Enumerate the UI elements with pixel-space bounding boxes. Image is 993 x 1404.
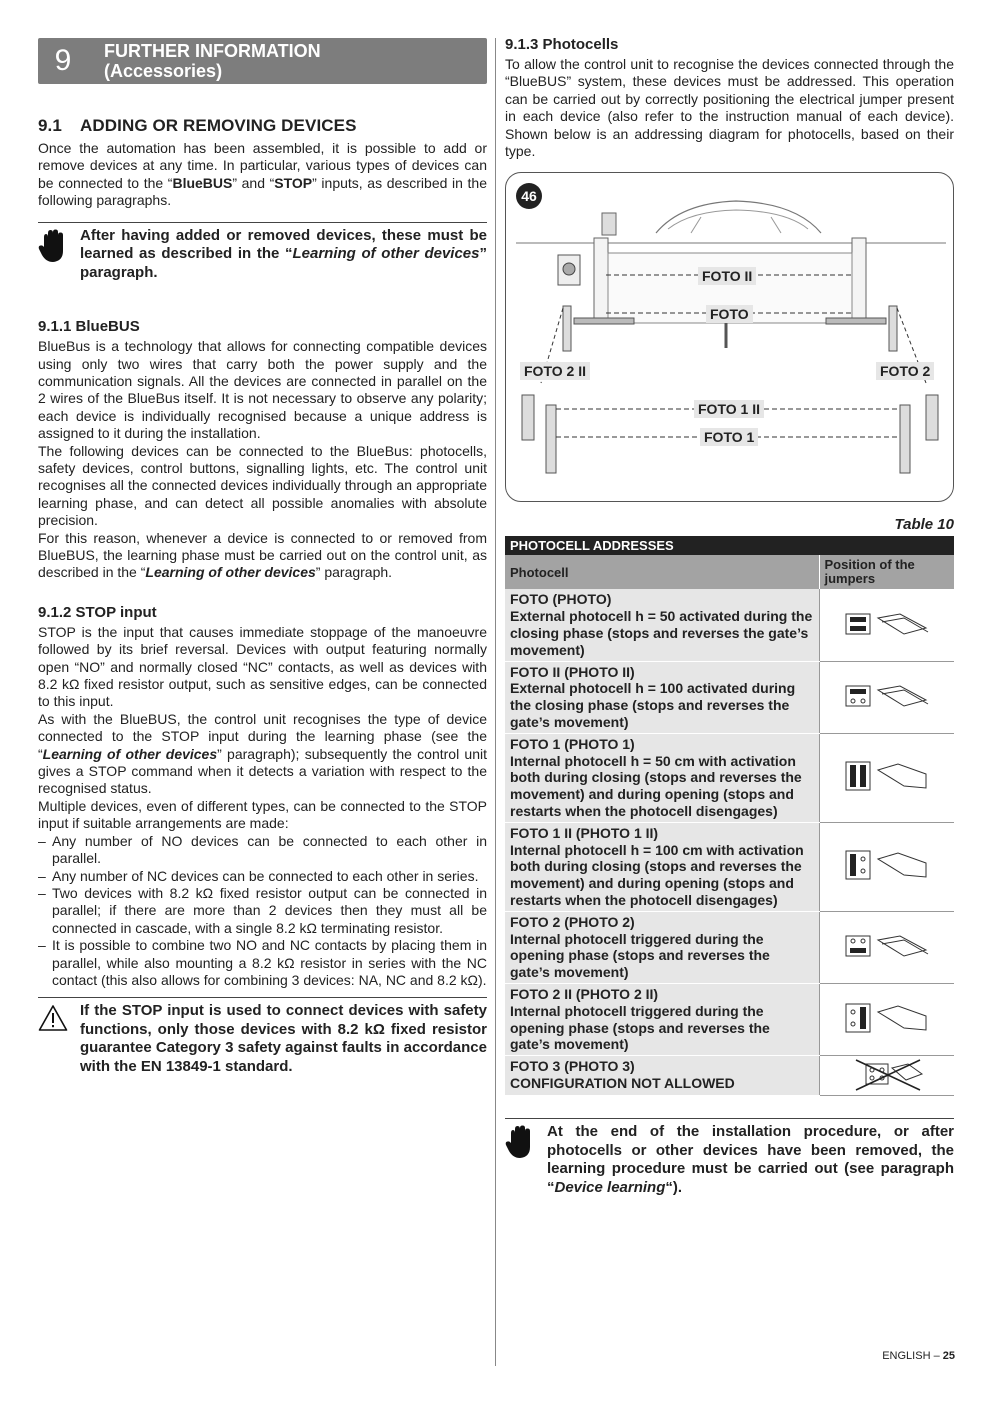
row-text: FOTO 2 (PHOTO 2) Internal photocell triggered during the opening phase (stops and reverses the gate’s movement) xyxy=(505,911,819,983)
label-foto-2: FOTO 2 xyxy=(876,362,934,380)
row-text: FOTO 2 II (PHOTO 2 II) Internal photocell triggered during the opening phase (stops and reverses the gate’s movement) xyxy=(505,983,819,1055)
label-foto-ii: FOTO II xyxy=(698,267,756,285)
paragraph-bluebus-2: The following devices can be connected to the BlueBus: photocells, safety devices, control buttons, signalling lights, etc. The control unit recognises all the connected devices individually through an appropriate learning phase, and can detect all possible anomalies with absolute precision. xyxy=(38,442,487,529)
final-hand-note xyxy=(505,1118,954,1197)
table-row xyxy=(505,589,954,661)
table-row xyxy=(505,661,954,733)
stop-arrangements-list xyxy=(38,833,487,990)
row-text: FOTO 3 (PHOTO 3) CONFIGURATION NOT ALLOWED xyxy=(505,1056,819,1096)
row-text: FOTO II (PHOTO II) External photocell h = 100 activated during the closing phase (stops and reverses the gate’s movement) xyxy=(505,661,819,733)
section-number: 9.1 xyxy=(38,116,62,135)
footer-language: ENGLISH – xyxy=(882,1350,943,1362)
figure-number-badge: 46 xyxy=(516,183,542,209)
heading-stop-input: 9.1.2 STOP input xyxy=(38,603,157,621)
gate-diagram xyxy=(506,173,954,502)
left-column xyxy=(38,38,487,1076)
list-item: – Any number of NO devices can be connected to each other in parallel. xyxy=(38,833,487,868)
photocell-addresses-table xyxy=(505,536,954,1096)
paragraph-adding-devices: Once the automation has been assembled, it is possible to add or remove devices at any time. In particular, various types of devices can be connected to the “BlueBUS” and “STOP” inputs, as described in the following paragraphs. xyxy=(38,140,487,209)
paragraph-bluebus-1: BlueBus is a technology that allows for connecting compatible devices using only two wires that carry both the power supply and the communication signals. All the devices are connected in parallel on the 2 wires of the BlueBus itself. It is not necessary to observe any polarity; each device is individually recognised because a unique address is assigned to it during the installation. xyxy=(38,338,487,442)
jumper-diagram xyxy=(819,983,954,1055)
chapter-number: 9 xyxy=(54,44,72,77)
paragraph-stop-2: As with the BlueBUS, the control unit recognises the type of device connected to the STOP input during the learning phase (see the “Learning of other devices” paragraph); subsequently the control unit gives a STOP command when it detects a variation with respect to the recognised status. xyxy=(38,710,488,797)
label-foto-1: FOTO 1 xyxy=(700,428,758,446)
row-text: FOTO (PHOTO) External photocell h = 50 activated during the closing phase (stops and reverses the gate’s movement) xyxy=(505,589,819,661)
section-heading-9-1 xyxy=(38,116,487,136)
jumper-diagram xyxy=(819,661,954,733)
warning-icon xyxy=(38,1002,80,1076)
chapter-title-line1: FURTHER INFORMATION xyxy=(104,41,321,61)
jumper-diagram xyxy=(819,733,954,822)
page-number: 25 xyxy=(942,1350,955,1362)
photocell-addressing-figure xyxy=(505,172,954,502)
jumper-diagram xyxy=(819,911,954,983)
hand-note xyxy=(38,222,487,283)
table-title: PHOTOCELL ADDRESSES xyxy=(505,536,954,555)
row-text: FOTO 1 II (PHOTO 1 II) Internal photocell h = 100 cm with activation both during closing (stops and reverses the movement) and during opening (stops and restarts when the photocell disengages) xyxy=(505,822,819,911)
jumper-diagram-not-allowed xyxy=(819,1056,954,1096)
jumper-diagram xyxy=(819,589,954,661)
heading-photocells: 9.1.3 Photocells xyxy=(505,36,619,53)
warning-text: If the STOP input is used to connect devices with safety functions, only those devices with 8.2 kΩ fixed resistor guarantee Category 3 safety against faults in accordance with the EN 13849-1 standard. xyxy=(80,1002,487,1075)
table-row xyxy=(505,911,954,983)
column-header-jumpers: Position of the jumpers xyxy=(819,555,954,589)
list-item: – Two devices with 8.2 kΩ fixed resistor output can be connected in parallel; if there are more than 2 devices then they must all be connected in cascade, with a single 8.2 kΩ terminating resistor. xyxy=(38,885,487,937)
jumper-diagram xyxy=(819,822,954,911)
heading-bluebus: 9.1.1 BlueBUS xyxy=(38,318,140,336)
hand-stop-icon xyxy=(505,1123,547,1197)
paragraph-stop-3: Multiple devices, even of different types, can be connected to the STOP input if suitable arrangements are made: xyxy=(38,797,487,832)
table-row xyxy=(505,1056,954,1096)
label-foto-2-ii: FOTO 2 II xyxy=(520,362,590,380)
table-row xyxy=(505,733,954,822)
chapter-title xyxy=(104,41,321,81)
section-title: ADDING OR REMOVING DEVICES xyxy=(80,116,357,135)
table-row xyxy=(505,822,954,911)
paragraph-bluebus-3: For this reason, whenever a device is connected to or removed from BlueBUS, the learning phase must be carried out on the control unit, as described in the “Learning of other devices” paragraph. xyxy=(38,529,487,581)
row-text: FOTO 1 (PHOTO 1) Internal photocell h = 50 cm with activation both during closing (stops and reverses the movement) and during opening (stops and restarts when the photocell disengages) xyxy=(505,733,819,822)
column-divider xyxy=(495,38,496,1366)
list-item: – Any number of NC devices can be connected to each other in series. xyxy=(38,868,487,885)
paragraph-stop-1: STOP is the input that causes immediate stoppage of the manoeuvre followed by its brief reversal. Devices with output featuring normally open “NO” and normally closed “NC” contacts, as well as devices with 8.2 kΩ fixed resistor output, such as sensitive edges, can be connected to this input. xyxy=(38,623,487,710)
column-header-photocell: Photocell xyxy=(505,555,819,589)
label-foto-1-ii: FOTO 1 II xyxy=(694,400,764,418)
list-item: – It is possible to combine two NO and NC contacts by placing them in parallel, while also mounting a 8.2 kΩ resistor in series with the NC contact (this also allows for combining 3 devices: NA, NC and 8.2 kΩ). xyxy=(38,937,487,989)
table-caption: Table 10 xyxy=(894,516,954,534)
chapter-title-line2: (Accessories) xyxy=(104,61,223,81)
final-note-text: At the end of the installation procedure, or after photocells or other devices have been removed, the learning procedure must be carried out (see paragraph “Device learning“). xyxy=(547,1123,954,1196)
note-text: After having added or removed devices, these must be learned as described in the “Learning of other devices” paragraph. xyxy=(80,226,487,281)
chapter-header xyxy=(38,38,487,84)
right-column xyxy=(505,36,954,1197)
table-row xyxy=(505,983,954,1055)
label-foto: FOTO xyxy=(706,305,753,323)
paragraph-photocells: To allow the control unit to recognise the devices connected through the “BlueBUS” system, these devices must be addressed. This operation can be carried out by correctly positioning the electrical jumper present in each device (also refer to the instruction manual of each device). Shown below is an addressing diagram for photocells, based on their type. xyxy=(505,56,954,160)
warning-note xyxy=(38,997,487,1076)
page-footer xyxy=(882,1350,955,1362)
hand-stop-icon xyxy=(38,227,80,283)
